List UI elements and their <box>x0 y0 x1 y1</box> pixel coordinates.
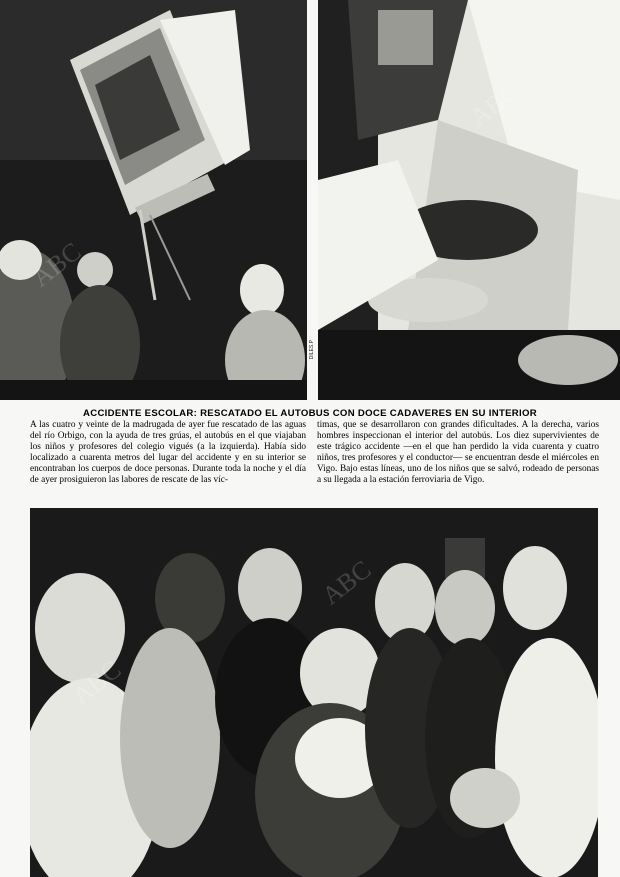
headline: ACCIDENTE ESCOLAR: RESCATADO EL AUTOBUS CON DOCE CADAVERES EN SU INTERIOR <box>82 408 537 419</box>
bus-rescue-image <box>0 0 307 400</box>
caption-left-column: A las cuatro y veinte de la madrugada de ayer fue rescatado de las aguas del río Orbigo, con la ayuda de tres grúas, el autobús en el que viajaban los niños y profesores del colegio vigués (a la izquierda). Había sido localizado a cuarenta metros del lugar del accidente y en su interior se encontraban los cuerpos de doce personas. Durante toda la noche y el día de ayer prosiguieron las labores de rescate de las víc- <box>30 420 306 485</box>
bus-interior-image <box>318 0 620 400</box>
photo-bus-rescue <box>0 0 307 400</box>
photo-survivor-arrival <box>30 508 598 877</box>
photo-credit: DILES.P <box>309 340 315 360</box>
survivor-arrival-image <box>30 508 598 877</box>
photo-bus-interior <box>318 0 620 400</box>
caption-right-column: timas, que se desarrollaron con grandes dificultades. A la derecha, varios hombres inspeccionan el interior del autobús. Los diez supervivientes de este trágico accidente —en el que han perdido la vida cuarenta y cuatro niños, tres profesores y el conductor— se encuentran desde el miércoles en Vigo. Bajo estas líneas, uno de los niños que se salvó, rodeado de personas a su llegada a la estación ferroviaria de Vigo. <box>317 420 599 485</box>
